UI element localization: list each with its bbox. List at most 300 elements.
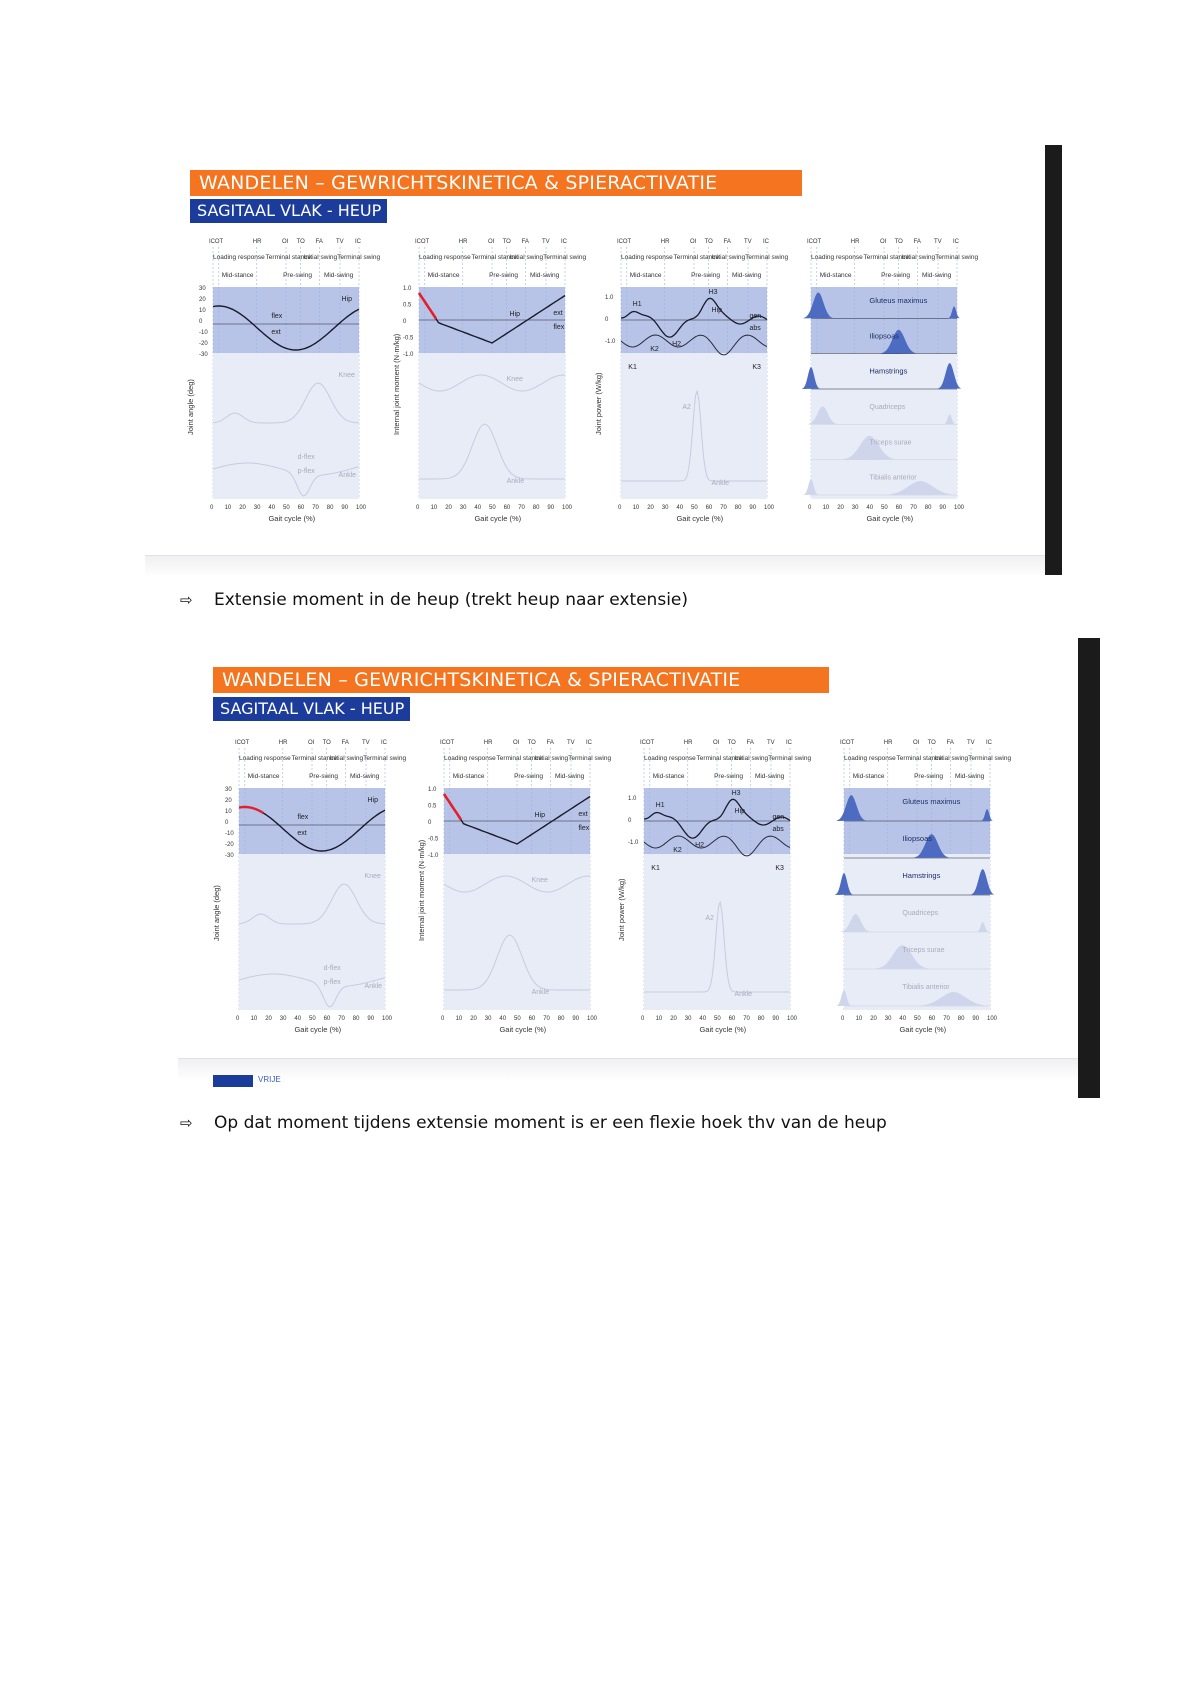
event-label: OI xyxy=(690,239,697,245)
phase-label: Initial swing xyxy=(934,755,969,762)
x-tick-label: 70 xyxy=(312,505,319,511)
phase-label: Mid-stance xyxy=(652,773,685,780)
phase-label: Pre-swing xyxy=(714,773,743,780)
curve-label: Hip xyxy=(711,307,723,314)
x-tick-label: 90 xyxy=(939,505,947,511)
curve-label: Hip xyxy=(534,812,546,819)
plot-faded-region xyxy=(213,353,359,499)
event-label: OI xyxy=(913,740,920,746)
plot-faded-region xyxy=(419,353,565,499)
curve-label: H2 xyxy=(695,842,705,849)
curve-label: K1 xyxy=(628,364,637,371)
event-label: OI xyxy=(880,239,887,245)
y-tick-label: 10 xyxy=(199,308,206,314)
figure-svg xyxy=(186,235,381,545)
y-tick-label: 0 xyxy=(225,820,229,826)
phase-label: Loading response xyxy=(444,755,496,762)
phase-label: Loading response xyxy=(811,254,863,261)
y-axis-label: Internal joint moment (N·m/kg) xyxy=(417,839,426,941)
y-tick-label: -1.0 xyxy=(605,339,616,345)
phase-label: Pre-swing xyxy=(309,773,338,780)
phase-label: Mid-swing xyxy=(731,272,762,279)
muscle-label: Triceps surae xyxy=(869,439,912,447)
muscle-activity-panel xyxy=(785,235,979,545)
event-label: TV xyxy=(336,239,344,245)
event-label: OI xyxy=(713,740,720,746)
phase-label: Mid-stance xyxy=(852,773,885,780)
x-tick-label: 20 xyxy=(470,1016,477,1022)
x-tick-label: 50 xyxy=(309,1016,316,1022)
y-tick-label: 10 xyxy=(225,809,232,815)
x-tick-label: 80 xyxy=(532,505,540,511)
curve-label: Knee xyxy=(506,376,523,383)
event-label: IC xyxy=(561,239,567,245)
event-label: TV xyxy=(567,740,575,746)
x-tick-label: 20 xyxy=(265,1016,272,1022)
bullet-item xyxy=(180,1113,887,1133)
y-tick-label: -30 xyxy=(225,853,234,859)
event-label: HR xyxy=(660,239,670,245)
x-tick-label: 60 xyxy=(895,505,903,511)
curve-label: flex xyxy=(578,825,590,832)
event-label: IC xyxy=(786,740,792,746)
event-label: OI xyxy=(282,239,289,245)
y-tick-label: 0 xyxy=(403,319,407,325)
x-tick-label: 100 xyxy=(562,505,573,511)
joint-power-panel xyxy=(594,235,789,545)
x-tick-label: 90 xyxy=(547,505,555,511)
event-label: TV xyxy=(967,740,975,746)
bullet-text: Op dat moment tijdens extensie moment is er een flexie hoek thv van de heup xyxy=(214,1113,887,1133)
x-tick-label: 100 xyxy=(954,505,965,511)
x-tick-label: 70 xyxy=(518,505,525,511)
x-tick-label: 70 xyxy=(338,1016,345,1022)
x-tick-label: 100 xyxy=(764,505,775,511)
phase-label: Mid-stance xyxy=(452,773,485,780)
muscle-label: Hamstrings xyxy=(869,366,908,376)
y-tick-label: 30 xyxy=(199,286,206,292)
phase-label: Terminal stance xyxy=(863,254,910,261)
curve-label: A2 xyxy=(682,404,691,411)
phase-label: Mid-stance xyxy=(247,773,280,780)
event-label: IC xyxy=(617,239,623,245)
event-label: OT xyxy=(445,740,455,746)
figure-svg xyxy=(212,736,407,1056)
event-label: TV xyxy=(934,239,942,245)
phase-label: Pre-swing xyxy=(881,272,910,279)
x-tick-label: 80 xyxy=(757,1016,765,1022)
phase-label: Terminal swing xyxy=(768,755,812,762)
phase-label: Initial swing xyxy=(534,755,569,762)
event-label: IC xyxy=(840,740,846,746)
phase-label: Initial swing xyxy=(509,254,544,261)
y-tick-label: -1.0 xyxy=(628,840,639,846)
event-label: TO xyxy=(894,239,903,245)
curve-label: Knee xyxy=(364,873,381,880)
curve-label: gen xyxy=(749,313,762,320)
slide-subtitle: SAGITAAL VLAK - HEUP xyxy=(213,697,410,721)
y-tick-label: 1.0 xyxy=(403,286,412,292)
y-tick-label: 0 xyxy=(199,319,203,325)
x-tick-label: 90 xyxy=(341,505,349,511)
phase-label: Initial swing xyxy=(734,755,769,762)
x-tick-label: 10 xyxy=(250,1016,258,1022)
bullet-item xyxy=(180,590,688,610)
x-axis-label: Gait cycle (%) xyxy=(699,1025,747,1034)
x-tick-label: 40 xyxy=(499,1016,507,1022)
curve-label: H3 xyxy=(731,790,741,797)
curve-label: Hip xyxy=(509,311,521,318)
slide-title: WANDELEN – GEWRICHTSKINETICA & SPIERACTIVATIE xyxy=(213,667,829,693)
event-label: TV xyxy=(362,740,370,746)
phase-label: Mid-stance xyxy=(221,272,254,279)
y-tick-label: 0.5 xyxy=(428,803,437,810)
phase-label: Terminal stance xyxy=(896,755,943,762)
muscle-label: Gluteus maximus xyxy=(869,296,928,305)
y-axis-label: Joint power (W/kg) xyxy=(617,878,626,941)
phase-label: Terminal stance xyxy=(471,254,518,261)
university-logo xyxy=(213,1075,253,1087)
x-tick-label: 10 xyxy=(655,1016,663,1022)
x-tick-label: 60 xyxy=(323,1016,331,1022)
muscle-label: Tibialis anterior xyxy=(902,984,950,991)
x-tick-label: 0 xyxy=(808,505,812,511)
phase-label: Terminal swing xyxy=(543,254,587,261)
curve-label: Knee xyxy=(338,372,355,379)
slide-edge-bar xyxy=(1045,145,1062,575)
phase-label: Pre-swing xyxy=(283,272,312,279)
y-tick-label: -20 xyxy=(225,842,234,848)
x-tick-label: 50 xyxy=(489,505,496,511)
figure-svg xyxy=(818,736,1012,1056)
y-tick-label: -1.0 xyxy=(403,352,414,358)
phase-label: Loading response xyxy=(844,755,896,762)
figure-svg xyxy=(594,235,789,545)
event-label: OI xyxy=(513,740,520,746)
slide-subtitle: SAGITAAL VLAK - HEUP xyxy=(190,199,387,223)
curve-label: Hip xyxy=(734,808,746,815)
phase-label: Loading response xyxy=(213,254,265,261)
y-tick-label: 0 xyxy=(605,317,609,323)
phase-label: Terminal swing xyxy=(337,254,381,261)
curve-label: abs xyxy=(749,325,761,332)
curve-label: K2 xyxy=(673,847,682,854)
plot-highlight-region xyxy=(213,287,359,353)
y-axis-label: Internal joint moment (N·m/kg) xyxy=(392,333,401,435)
curve-label: H1 xyxy=(655,802,665,809)
x-tick-label: 30 xyxy=(459,505,467,511)
x-tick-label: 0 xyxy=(441,1016,445,1022)
x-tick-label: 40 xyxy=(294,1016,302,1022)
x-tick-label: 10 xyxy=(224,505,232,511)
y-tick-label: -0.5 xyxy=(403,335,414,342)
muscle-label: Triceps surae xyxy=(902,947,945,954)
curve-label: d-flex xyxy=(297,454,315,461)
y-tick-label: -10 xyxy=(199,330,208,336)
event-label: TO xyxy=(727,740,736,746)
y-tick-label: -30 xyxy=(199,352,208,358)
muscle-label: Quadriceps xyxy=(902,910,939,917)
event-label: OT xyxy=(645,740,655,746)
joint-moment-panel xyxy=(417,736,612,1056)
x-tick-label: 10 xyxy=(632,505,640,511)
curve-label: Ankle xyxy=(338,472,357,479)
curve-label: A2 xyxy=(705,915,714,922)
x-tick-label: 100 xyxy=(787,1016,798,1022)
event-label: TO xyxy=(527,740,536,746)
joint-angle-panel xyxy=(212,736,407,1056)
curve-label: p-flex xyxy=(297,468,315,475)
x-tick-label: 50 xyxy=(691,505,698,511)
figure-svg xyxy=(417,736,612,1056)
x-tick-label: 30 xyxy=(484,1016,492,1022)
phase-label: Loading response xyxy=(239,755,291,762)
event-label: IC xyxy=(355,239,361,245)
x-tick-label: 80 xyxy=(557,1016,565,1022)
x-tick-label: 80 xyxy=(326,505,334,511)
x-tick-label: 90 xyxy=(972,1016,980,1022)
x-tick-label: 80 xyxy=(924,505,932,511)
phase-label: Initial swing xyxy=(303,254,338,261)
curve-label: K1 xyxy=(651,865,660,872)
curve-label: H2 xyxy=(672,341,682,348)
event-label: HR xyxy=(850,239,860,245)
phase-label: Mid-swing xyxy=(554,773,585,780)
y-tick-label: 30 xyxy=(225,787,232,793)
phase-label: Mid-swing xyxy=(754,773,785,780)
x-tick-label: 0 xyxy=(641,1016,645,1022)
phase-label: Mid-swing xyxy=(921,272,952,279)
event-label: IC xyxy=(209,239,215,245)
curve-label: Ankle xyxy=(506,478,525,485)
phase-label: Terminal stance xyxy=(291,755,338,762)
x-tick-label: 0 xyxy=(236,1016,240,1022)
plot-faded-region xyxy=(644,854,790,1010)
x-tick-label: 50 xyxy=(283,505,290,511)
curve-label: Hip xyxy=(367,797,378,804)
phase-label: Initial swing xyxy=(329,755,364,762)
slide-image-2 xyxy=(178,638,1096,1093)
curve-label: Hip xyxy=(341,296,352,303)
phase-label: Terminal stance xyxy=(696,755,743,762)
x-tick-label: 50 xyxy=(514,1016,521,1022)
curve-label: ext xyxy=(297,830,307,837)
event-label: HR xyxy=(883,740,893,746)
x-tick-label: 90 xyxy=(572,1016,580,1022)
event-label: IC xyxy=(381,740,387,746)
phase-label: Pre-swing xyxy=(489,272,518,279)
x-tick-label: 30 xyxy=(684,1016,692,1022)
event-label: HR xyxy=(278,740,288,746)
phase-label: Mid-swing xyxy=(954,773,985,780)
muscle-label: Quadriceps xyxy=(869,404,906,411)
x-tick-label: 20 xyxy=(870,1016,877,1022)
x-tick-label: 90 xyxy=(367,1016,375,1022)
event-label: IC xyxy=(415,239,421,245)
x-tick-label: 10 xyxy=(855,1016,863,1022)
x-tick-label: 30 xyxy=(884,1016,892,1022)
joint-angle-panel xyxy=(186,235,381,545)
x-tick-label: 70 xyxy=(720,505,727,511)
event-label: FA xyxy=(546,740,554,746)
phase-label: Terminal swing xyxy=(968,755,1012,762)
x-tick-label: 0 xyxy=(210,505,214,511)
curve-label: Ankle xyxy=(531,989,550,996)
x-tick-label: 20 xyxy=(647,505,654,511)
x-axis-label: Gait cycle (%) xyxy=(474,514,522,523)
x-tick-label: 30 xyxy=(851,505,859,511)
y-axis-label: Joint angle (deg) xyxy=(212,885,221,941)
curve-label: K3 xyxy=(752,364,761,371)
x-tick-label: 40 xyxy=(676,505,684,511)
x-tick-label: 90 xyxy=(772,1016,780,1022)
x-tick-label: 100 xyxy=(587,1016,598,1022)
event-label: TO xyxy=(927,740,936,746)
event-label: TO xyxy=(502,239,511,245)
x-tick-label: 40 xyxy=(474,505,482,511)
muscle-label: Gluteus maximus xyxy=(902,797,961,806)
curve-label: Ankle xyxy=(734,991,753,998)
phase-label: Mid-stance xyxy=(819,272,852,279)
curve-label: H3 xyxy=(708,289,718,296)
curve-label: Ankle xyxy=(364,983,383,990)
phase-label: Initial swing xyxy=(901,254,936,261)
event-label: TO xyxy=(704,239,713,245)
y-tick-label: 1.0 xyxy=(605,295,614,301)
x-tick-label: 60 xyxy=(297,505,305,511)
y-tick-label: -0.5 xyxy=(428,836,439,843)
phase-label: Terminal swing xyxy=(363,755,407,762)
slide-image-1 xyxy=(145,145,1060,565)
y-tick-label: 20 xyxy=(199,297,206,303)
plot-faded-region xyxy=(239,854,385,1010)
x-tick-label: 70 xyxy=(943,1016,950,1022)
x-tick-label: 20 xyxy=(837,505,844,511)
curve-label: gen xyxy=(772,814,785,821)
x-axis-label: Gait cycle (%) xyxy=(268,514,316,523)
slide-floor xyxy=(178,1058,1078,1081)
phase-label: Terminal stance xyxy=(265,254,312,261)
figure-svg xyxy=(617,736,812,1056)
x-tick-label: 50 xyxy=(714,1016,721,1022)
phase-label: Terminal swing xyxy=(568,755,612,762)
hollow-right-arrow-icon: ⇨ xyxy=(180,591,193,609)
phase-label: Loading response xyxy=(644,755,696,762)
x-tick-label: 40 xyxy=(899,1016,907,1022)
x-tick-label: 40 xyxy=(699,1016,707,1022)
phase-label: Initial swing xyxy=(711,254,746,261)
hollow-right-arrow-icon: ⇨ xyxy=(180,1114,193,1132)
muscle-label: Tibialis anterior xyxy=(869,474,917,482)
event-label: TO xyxy=(296,239,305,245)
x-tick-label: 50 xyxy=(881,505,888,511)
event-label: HR xyxy=(483,740,493,746)
event-label: IC xyxy=(953,239,959,245)
event-label: TV xyxy=(767,740,775,746)
x-tick-label: 30 xyxy=(253,505,261,511)
x-tick-label: 60 xyxy=(705,505,713,511)
event-label: FA xyxy=(723,239,731,245)
x-tick-label: 10 xyxy=(455,1016,463,1022)
phase-label: Terminal stance xyxy=(496,755,543,762)
slide-floor xyxy=(145,555,1045,578)
curve-label: abs xyxy=(772,826,784,833)
phase-label: Loading response xyxy=(621,254,673,261)
x-tick-label: 10 xyxy=(430,505,438,511)
event-label: IC xyxy=(986,740,992,746)
event-label: FA xyxy=(946,740,954,746)
figure-svg xyxy=(392,235,587,545)
event-label: FA xyxy=(341,740,349,746)
x-tick-label: 60 xyxy=(728,1016,736,1022)
x-tick-label: 0 xyxy=(618,505,622,511)
x-tick-label: 0 xyxy=(841,1016,845,1022)
x-tick-label: 80 xyxy=(352,1016,360,1022)
x-axis-label: Gait cycle (%) xyxy=(899,1025,947,1034)
event-label: OT xyxy=(214,239,224,245)
y-axis-label: Joint power (W/kg) xyxy=(594,372,603,435)
x-tick-label: 30 xyxy=(279,1016,287,1022)
event-label: IC xyxy=(640,740,646,746)
curve-label: H1 xyxy=(632,301,642,308)
phase-label: Terminal swing xyxy=(935,254,979,261)
y-tick-label: 20 xyxy=(225,798,232,804)
event-label: IC xyxy=(763,239,769,245)
curve-label: ext xyxy=(271,329,281,336)
event-label: FA xyxy=(521,239,529,245)
phase-label: Mid-swing xyxy=(529,272,560,279)
x-tick-label: 80 xyxy=(734,505,742,511)
curve-label: K3 xyxy=(775,865,784,872)
x-tick-label: 80 xyxy=(957,1016,965,1022)
y-tick-label: 0 xyxy=(428,820,432,826)
bullet-text: Extensie moment in de heup (trekt heup naar extensie) xyxy=(214,590,689,610)
phase-label: Terminal swing xyxy=(745,254,789,261)
plot-faded-region xyxy=(621,353,767,499)
x-tick-label: 10 xyxy=(822,505,830,511)
phase-label: Pre-swing xyxy=(914,773,943,780)
joint-moment-panel xyxy=(392,235,587,545)
phase-label: Mid-stance xyxy=(427,272,460,279)
plot-highlight-region xyxy=(239,788,385,854)
event-label: OT xyxy=(812,239,822,245)
x-tick-label: 20 xyxy=(670,1016,677,1022)
x-tick-label: 70 xyxy=(543,1016,550,1022)
y-tick-label: -20 xyxy=(199,341,208,347)
curve-label: flex xyxy=(297,814,309,821)
x-axis-label: Gait cycle (%) xyxy=(866,514,914,523)
event-label: OT xyxy=(845,740,855,746)
x-axis-label: Gait cycle (%) xyxy=(294,1025,342,1034)
event-label: FA xyxy=(315,239,323,245)
event-label: HR xyxy=(683,740,693,746)
x-tick-label: 100 xyxy=(356,505,367,511)
curve-label: d-flex xyxy=(323,965,341,972)
event-label: OI xyxy=(308,740,315,746)
x-tick-label: 40 xyxy=(268,505,276,511)
x-tick-label: 70 xyxy=(910,505,917,511)
x-axis-label: Gait cycle (%) xyxy=(676,514,724,523)
event-label: OT xyxy=(622,239,632,245)
y-axis-label: Joint angle (deg) xyxy=(186,379,195,435)
phase-label: Mid-swing xyxy=(323,272,354,279)
curve-label: p-flex xyxy=(323,979,341,986)
x-tick-label: 60 xyxy=(528,1016,536,1022)
slide-title: WANDELEN – GEWRICHTSKINETICA & SPIERACTIVATIE xyxy=(190,170,802,196)
phase-label: Mid-stance xyxy=(629,272,662,279)
curve-label: ext xyxy=(578,811,588,818)
event-label: OT xyxy=(240,740,250,746)
